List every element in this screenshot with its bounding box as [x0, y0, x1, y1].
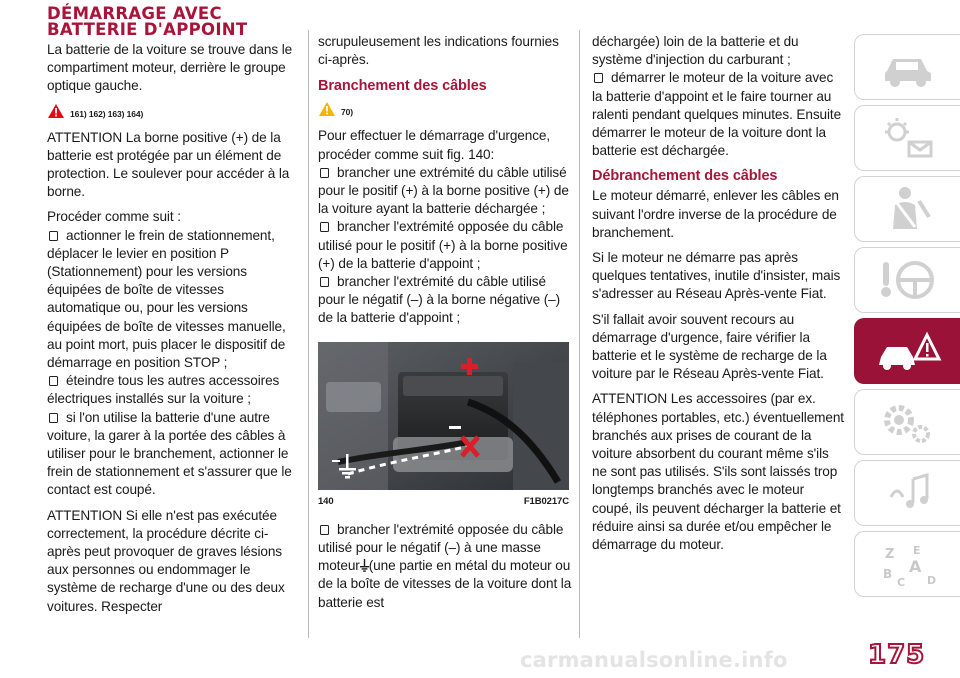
warning-refs: 161) 162) 163) 164) — [70, 108, 144, 119]
checkbox-bullet-icon — [594, 73, 603, 83]
warning-reference — [47, 103, 299, 121]
tab-safety[interactable] — [854, 176, 960, 242]
gears-icon — [873, 396, 943, 448]
list-item: brancher l'extrémité opposée du câble utilisé pour le négatif (–) à une masse moteur (une partie en métal du moteur ou de la boîte de vitesses de la voiture dont la batterie est — [318, 521, 572, 610]
column-1 — [47, 0, 299, 623]
column-2 — [318, 0, 576, 612]
column-3 — [592, 0, 846, 561]
checkbox-bullet-icon — [320, 277, 329, 287]
column-divider — [579, 30, 580, 638]
seatbelt-icon — [873, 183, 943, 235]
heading-branchement: Branchement des câbles — [318, 78, 487, 95]
intro-paragraph: La batterie de la voiture se trouve dans le compartiment moteur, derrière le groupe optique gauche. — [47, 42, 293, 94]
section-title-line1: DÉMARRAGE AVEC — [47, 4, 222, 23]
car-icon — [873, 41, 943, 93]
tab-multimedia[interactable] — [854, 460, 960, 526]
svg-text:A: A — [908, 557, 921, 576]
figure-code: F1B0217C — [523, 495, 569, 507]
tab-maintenance[interactable] — [854, 389, 960, 455]
page-number: 175 — [868, 640, 926, 670]
music-note-icon — [873, 467, 943, 519]
checkbox-bullet-icon — [49, 413, 58, 423]
tab-dashboard[interactable] — [854, 105, 960, 171]
svg-text:D: D — [926, 574, 936, 587]
list-item: éteindre tous les autres accessoires électriques installés sur la voiture ; — [47, 373, 280, 407]
checkbox-bullet-icon — [320, 168, 329, 178]
tab-index[interactable] — [854, 531, 960, 597]
list-item: actionner le frein de stationnement, déplacer le levier en position P (Stationnement) pour les versions équipées de boîte de vitesses automatique ou, pour les versions équipées de boîte de vitesses manuelle, au point mort, puis placer le dispositif de démarrage en position STOP ; — [47, 227, 286, 371]
section-title-line2: BATTERIE D'APPOINT — [47, 20, 248, 39]
procedure-intro: Pour effectuer le démarrage d'urgence, procéder comme suit fig. 140: — [318, 128, 551, 162]
alphabet-index-icon — [873, 538, 943, 590]
tab-driving[interactable] — [854, 247, 960, 313]
attention-note-1: ATTENTION La borne positive (+) de la batterie est protégée par un élément de protection. Le soulever pour accéder à la borne. — [47, 129, 290, 200]
checkbox-bullet-icon — [49, 376, 58, 386]
tab-emergency[interactable] — [854, 318, 960, 384]
warning-lights-icon — [873, 112, 943, 164]
column-divider — [308, 30, 309, 638]
paragraph: Le moteur démarré, enlever les câbles en suivant l'ordre inverse de la procédure de branchement. — [592, 188, 839, 240]
ground-symbol-icon — [360, 559, 369, 572]
steering-wheel-icon — [873, 254, 943, 306]
list-item: brancher l'extrémité du câble utilisé pour le négatif (–) à la borne négative (–) de la batterie d'appoint ; — [318, 274, 561, 326]
heading-debranchement: Débranchement des câbles — [592, 168, 778, 185]
svg-text:B: B — [882, 567, 892, 581]
warning-refs: 70) — [341, 107, 353, 118]
paragraph: Si le moteur ne démarre pas après quelques tentatives, inutile d'insister, mais s'adresser au Réseau Après-vente Fiat. — [592, 250, 841, 302]
engine-battery-photo — [318, 342, 569, 490]
tab-vehicle[interactable] — [854, 34, 960, 100]
warning-reference — [318, 101, 576, 119]
list-item: démarrer le moteur de la voiture avec la batterie d'appoint et le faire tourner au ralenti pendant quelques minutes. Ensuite démarrer le moteur de la voiture dont la batterie est déchargée. — [592, 70, 842, 159]
figure-caption — [318, 493, 569, 511]
list-item: brancher une extrémité du câble utilisé pour le positif (+) à la borne positive (+) de la voiture ayant la batterie déchargée ; — [318, 164, 569, 217]
svg-text:E: E — [912, 544, 921, 557]
continued-text: scrupuleusement les indications fournies ci-après. — [318, 34, 559, 68]
svg-text:Z: Z — [884, 547, 894, 562]
list-item: brancher l'extrémité opposée du câble utilisé pour le positif (+) à la borne positive (+) de la batterie d'appoint ; — [318, 219, 568, 271]
emergency-car-icon — [873, 325, 943, 377]
paragraph: S'il fallait avoir souvent recours au démarrage d'urgence, faire vérifier la batterie et le système de recharge de la voiture par le Réseau Après-vente Fiat. — [592, 311, 827, 382]
figure-140 — [318, 342, 569, 511]
figure-number: 140 — [318, 495, 334, 507]
section-title — [47, 6, 299, 38]
continued-text: déchargée) loin de la batterie et du système d'injection du carburant ; — [592, 34, 799, 68]
procedure-label: Procéder comme suit : — [47, 209, 181, 225]
attention-note-2: ATTENTION Si elle n'est pas exécutée correctement, la procédure décrite ci-après peut provoquer de graves lésions aux personnes ou endommager le système de recharge d'une ou des deux voitures. Respecter — [47, 507, 285, 614]
svg-text:C: C — [896, 576, 905, 589]
chapter-tabs — [854, 34, 960, 602]
checkbox-bullet-icon — [320, 222, 329, 232]
list-item: si l'on utilise la batterie d'une autre voiture, la garer à la portée des câbles à utiliser pour le branchement, actionner le frein de stationnement et s'assurer que le contact est coupé. — [47, 409, 292, 498]
checkbox-bullet-icon — [49, 231, 58, 241]
warning-triangle-icon — [47, 103, 65, 119]
checkbox-bullet-icon — [320, 525, 329, 535]
watermark: carmanualsonline.info — [520, 648, 788, 672]
caution-triangle-icon — [318, 101, 336, 117]
attention-note: ATTENTION Les accessoires (par ex. téléphones portables, etc.) éventuellement branchés aux prises de courant de la voiture absorbent du courant même s'ils ne sont pas utilisés. S'ils sont laissés trop longtemps branchés avec le moteur coupé, ils peuvent décharger la batterie et réduire ainsi sa durée et/ou empêcher le démarrage du moteur. — [592, 391, 844, 553]
